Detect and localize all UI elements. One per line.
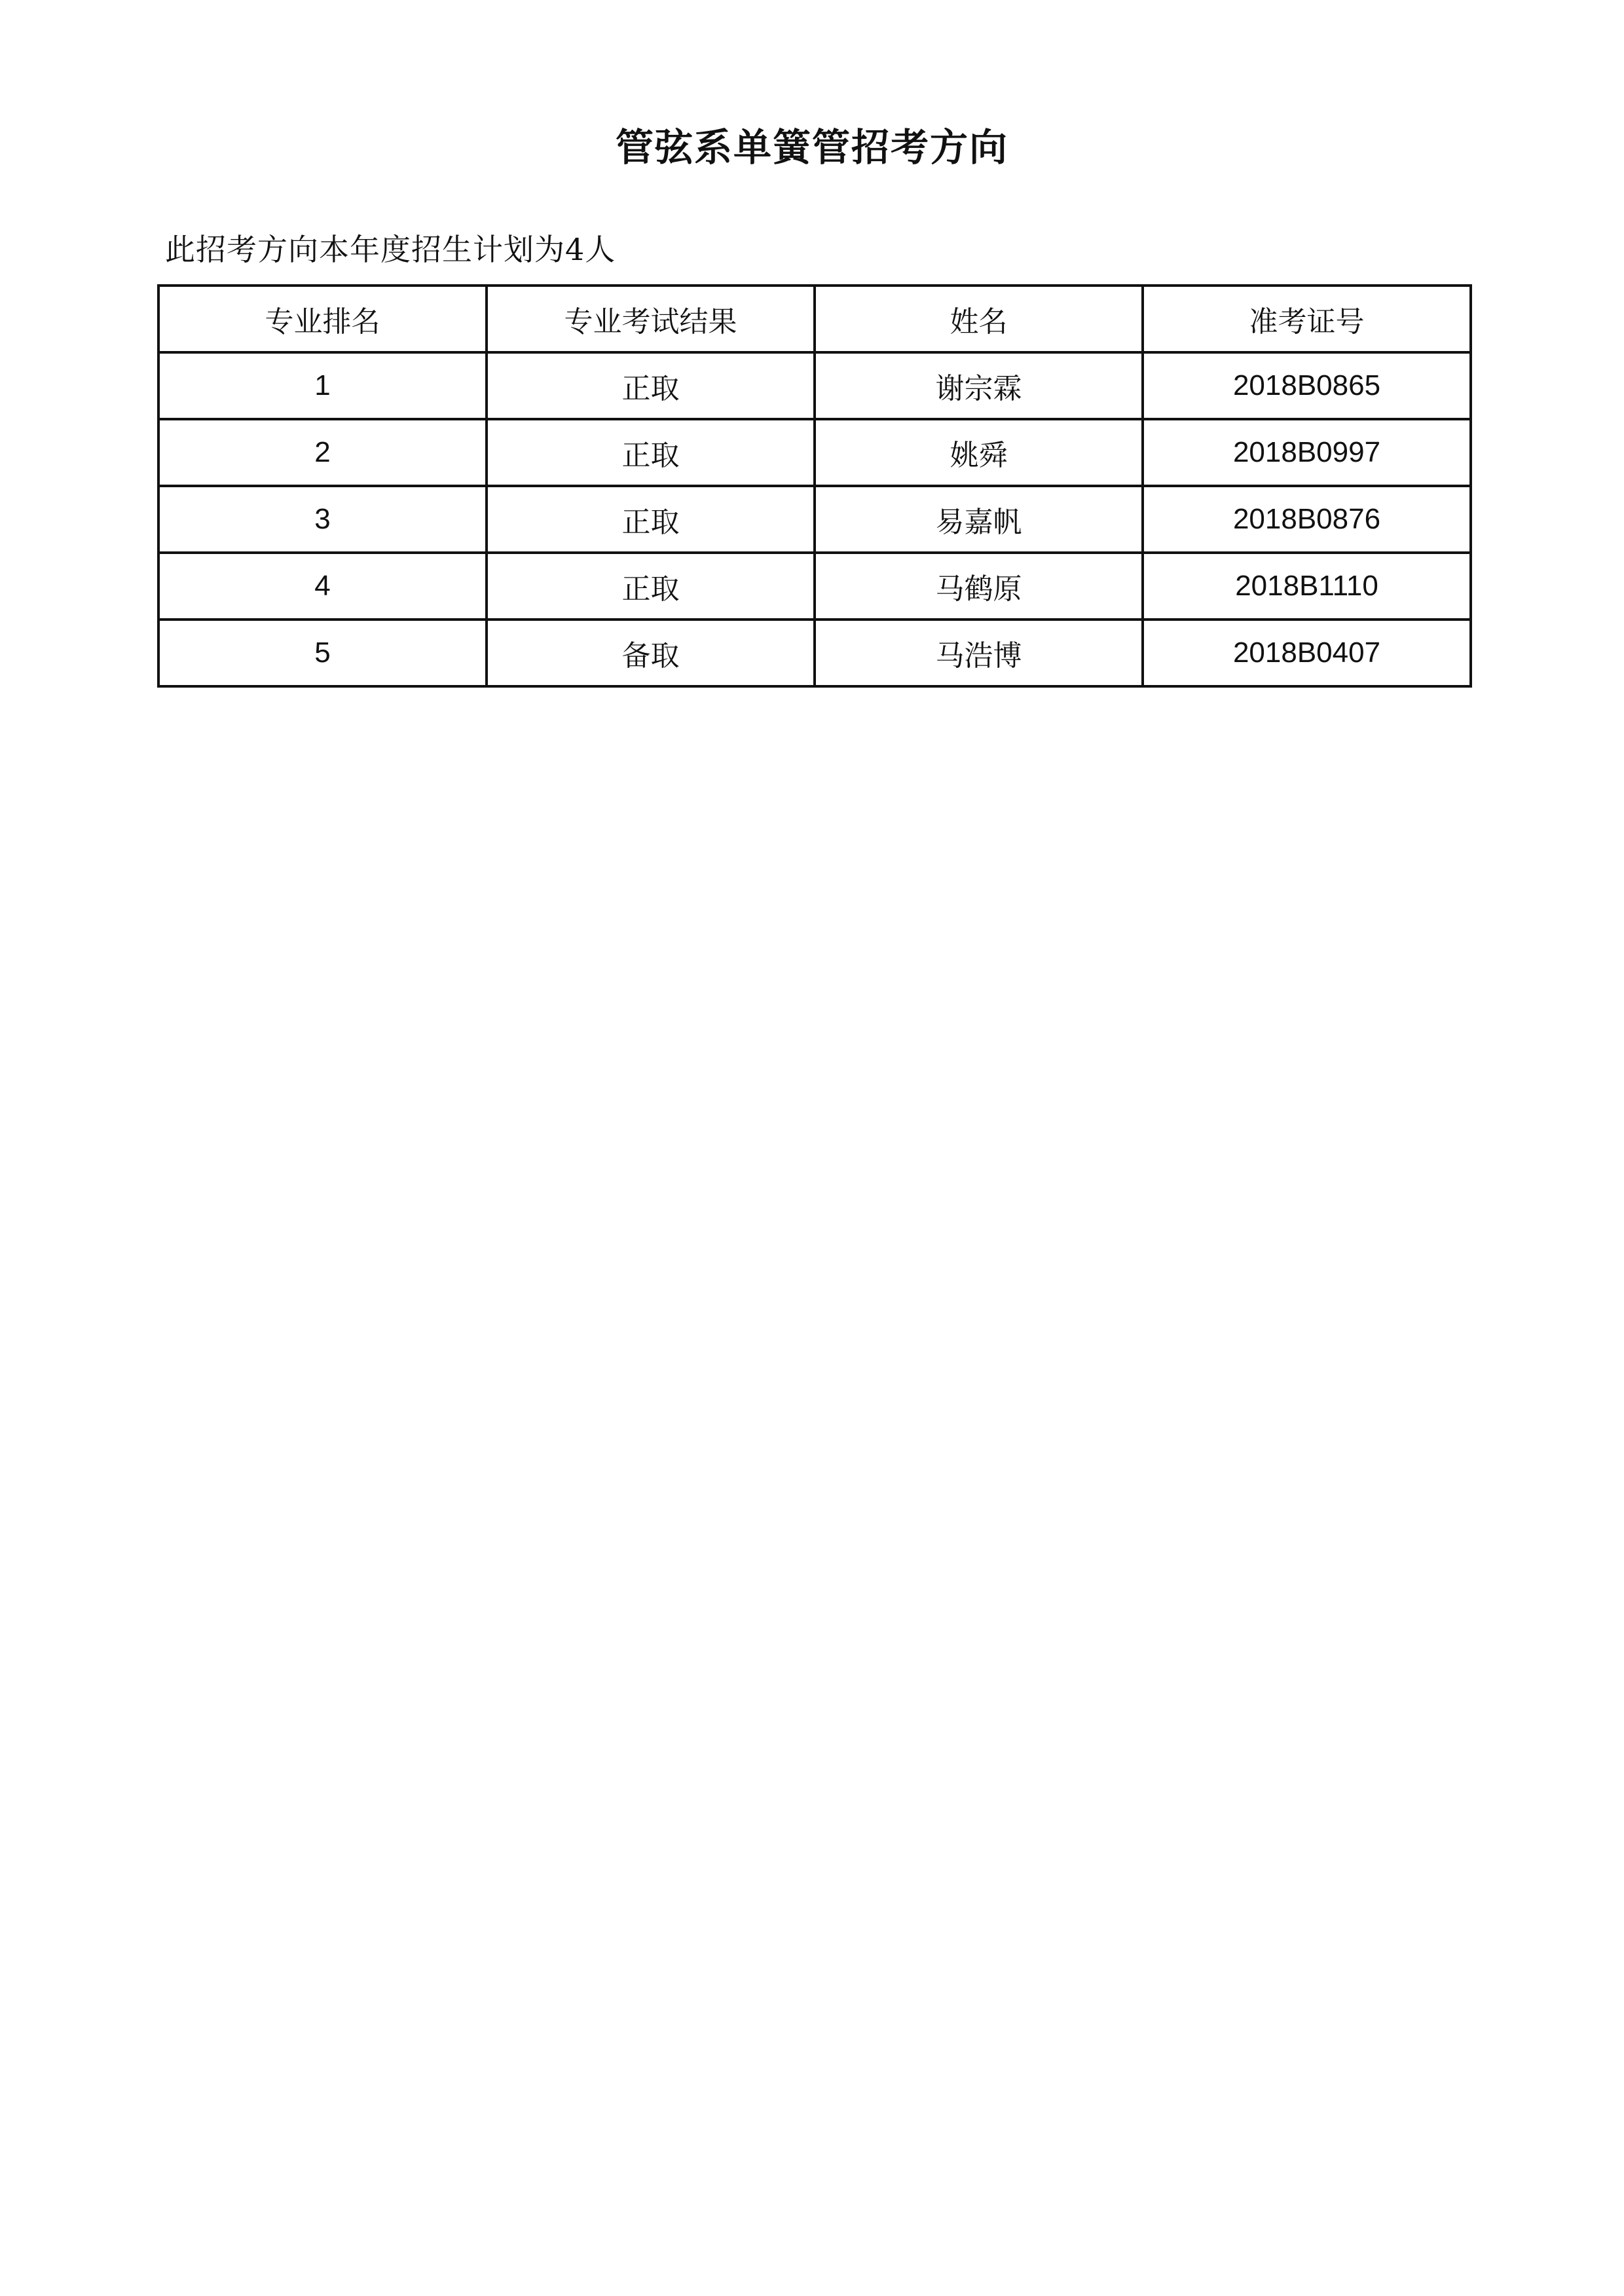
table-row [158,419,1471,486]
cell-rank: 3 [158,486,487,553]
cell-name: 谢宗霖 [815,352,1143,419]
cell-exam-id: 2018B0865 [1143,352,1471,419]
cell-exam-id: 2018B1110 [1143,553,1471,620]
cell-rank: 2 [158,419,487,486]
table-header-row [158,286,1471,352]
table-row [158,486,1471,553]
cell-rank: 4 [158,553,487,620]
cell-name: 姚舜 [815,419,1143,486]
cell-exam-id: 2018B0997 [1143,419,1471,486]
cell-result: 正取 [487,553,815,620]
cell-rank: 1 [158,352,487,419]
header-name: 姓名 [815,286,1143,352]
cell-name: 马浩博 [815,620,1143,686]
cell-result: 正取 [487,352,815,419]
cell-exam-id: 2018B0876 [1143,486,1471,553]
cell-exam-id: 2018B0407 [1143,620,1471,686]
document-title: 管弦系单簧管招考方向 [615,125,1008,170]
cell-result: 正取 [487,486,815,553]
cell-name: 马鹤原 [815,553,1143,620]
header-exam-result: 专业考试结果 [487,286,815,352]
cell-result: 正取 [487,419,815,486]
cell-rank: 5 [158,620,487,686]
admission-results-table [157,284,1472,688]
table-row [158,553,1471,620]
enrollment-plan-note: 此招考方向本年度招生计划为4人 [165,232,616,267]
header-rank: 专业排名 [158,286,487,352]
table-row [158,352,1471,419]
table-row [158,620,1471,686]
cell-result: 备取 [487,620,815,686]
header-exam-id: 准考证号 [1143,286,1471,352]
cell-name: 易嘉帆 [815,486,1143,553]
